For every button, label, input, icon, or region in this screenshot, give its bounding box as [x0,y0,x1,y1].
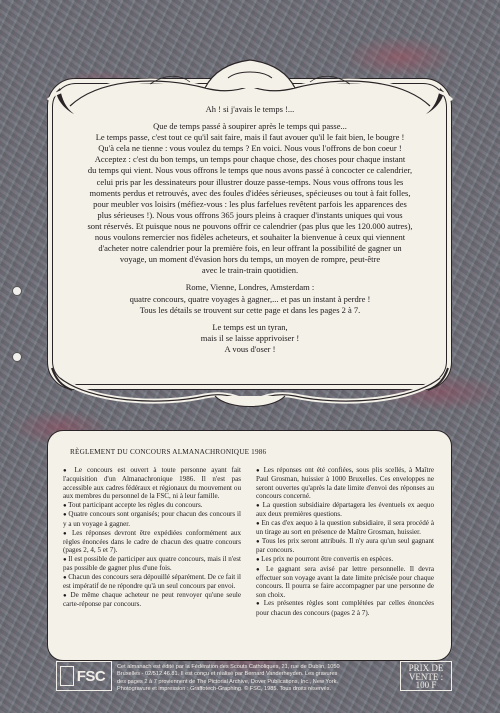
credit-line: Bruxelles - 02/512.46.81. Il est conçu et réalisé par Bernard Vanderheyden. Les gravures [117,671,338,678]
art-nouveau-ornament-bottom [0,358,500,418]
intro-line: sont réservés. Et puisque nous ne pouvons offrir ce calendrier (pas plus que les 120.000 autres), [87,220,413,231]
intro-line: Que de temps passé à soupirer après le temps qui passe... [153,121,347,132]
intro-line: Le temps passe, c'est tout ce qu'il sait faire, mais il faut avouer qu'il le fait bien, le bougre ! [95,132,405,143]
rule-item: ● Quatre concours sont organisés; pour chacun des concours il y a un voyage à gagner. [63,510,241,528]
price-box [400,661,452,691]
rule-item: ● De même chaque acheteur ne peut renvoyer qu'une seule carte-réponse par concours. [63,591,241,609]
intro-line: Tous les détails se trouvent sur cette page et dans les pages 2 à 7. [139,304,361,315]
price-line: PRIX DE [408,663,444,673]
fsc-logo [56,661,112,691]
credit-line: des pages 2 à 7 proviennent de The Pictorial Archive, Dover Publications, Inc., New York. [117,678,338,685]
binder-hole-top [12,286,22,296]
fsc-logo-text: FSC [76,667,106,685]
rule-item: ● Tout participant accepte les règles du concours. [63,501,241,510]
intro-line: mais il se laisse apprivoiser ! [200,332,300,343]
rule-item: ● Les présentes règles sont complétées par celles énoncées pour chacun des concours (pages 2 à 7). [256,599,434,617]
intro-line: A vous d'oser ! [224,343,276,354]
intro-line: d'acheter notre calendrier pour la première fois, en leur offrant la possibilité de gagner un [98,243,402,254]
rules-title: RÈGLEMENT DU CONCOURS ALMANACHRONIQUE 1986 [70,448,267,456]
publisher-credits [117,664,399,693]
rule-item: ● La question subsidiaire départagera les éventuels ex aequo aux deux premières questions. [256,501,434,519]
intro-line: Qu'à cela ne tienne : vous voulez du temps ? En voici. Nous vous l'offrons de bon coeur ! [98,143,402,154]
credit-line: Photogravure et impression : Graffotech-Graphing. © FSC, 1985. Tous droits réservés. [117,685,332,692]
rules-column-right [256,466,434,618]
rule-item: ● Chacun des concours sera dépouillé séparément. De ce fait il est impératif de ne répondre qu'à un seul concours par envoi. [63,573,241,591]
intro-line: plus sérieuses !). Nous vous offrons 365 jours pleins à craquer d'instants uniques qui vous [97,209,403,220]
intro-text [56,104,444,355]
rule-item: ● Le concours est ouvert à toute personne ayant fait l'acquisition d'un Almanachronique 1986. Il n'est pas accessible aux cadres fédéraux et régionaux du mouvement ou aux membres du personnel de la FSC, ni à leur famille. [63,466,241,500]
rule-item: ● Il est possible de participer aux quatre concours, mais il n'est pas possible de gagner plus d'une fois. [63,555,241,573]
rule-item: ● Les réponses devront être expédiées conformément aux règles énoncées dans le cadre de chacun des quatre concours (pages 2, 4, 5 et 7). [63,529,241,555]
rule-item: ● En cas d'ex aequo à la question subsidiaire, il sera procédé à un tirage au sort en présence de Maître Grosman, huissier. [256,519,434,537]
intro-line: celui pris par les dessinateurs pour illustrer douze passe-temps. Nous vous offrons tous les [96,176,404,187]
price-value: 100 F [415,680,437,690]
intro-line: voyage, un moment d'évasion hors du temps, un moyen de rompre, peut-être [119,254,381,265]
intro-line: avec le train-train quotidien. [201,265,299,276]
intro-line: pour meubler vos loisirs (méfiez-vous : les plus farfelues revêtent parfois les apparences des [93,198,407,209]
credit-line: Cet almanach est édité par la Fédération des Scouts Catholiques, 21, rue de Dublin, 1050 [117,664,340,670]
price-line: VENTE : [408,671,444,682]
rule-item: ● Les prix ne pourront être convertis en espèces. [256,555,434,564]
intro-line: Rome, Vienne, Londres, Amsterdam : [185,282,315,293]
scout-emblem-icon [60,666,74,686]
intro-line: nous voulons remercier nos fidèles acheteurs, et souhaiter la bienvenue à ceux qui viennent [94,232,406,243]
rule-item: ● Tous les prix seront attribués. Il n'y aura qu'un seul gagnant par concours. [256,537,434,555]
intro-line: Acceptez : c'est du bon temps, un temps pour chaque chose, des choses pour chaque instant [94,154,406,165]
intro-line: quatre concours, quatre voyages à gagner,... et pas un instant à perdre ! [129,293,371,304]
rule-item: ● Les réponses ont été confiées, sous plis scellés, à Maître Paul Grosman, huissier à 1000 Bruxelles. Ces enveloppes ne seront ouvertes qu'après la date limite d'envoi des réponses au concours concerné. [256,466,434,500]
rule-item: ● Le gagnant sera avisé par lettre personnelle. Il devra effectuer son voyage avant la date limite précisée pour chaque concours. Il pourra se faire accompagner par une personne de son choix. [256,565,434,599]
rules-column-left [63,466,241,609]
intro-line: Ah ! si j'avais le temps !... [205,104,295,114]
intro-line: du temps qui vient. Nous vous offrons le temps que nous avons passé à concocter ce calendrier, [87,165,413,176]
intro-line: Le temps est un tyran, [212,321,288,332]
intro-line: moments perdus et retrouvés, avec des foules d'idées sérieuses, spécieuses ou tout à fait folles, [89,187,411,198]
